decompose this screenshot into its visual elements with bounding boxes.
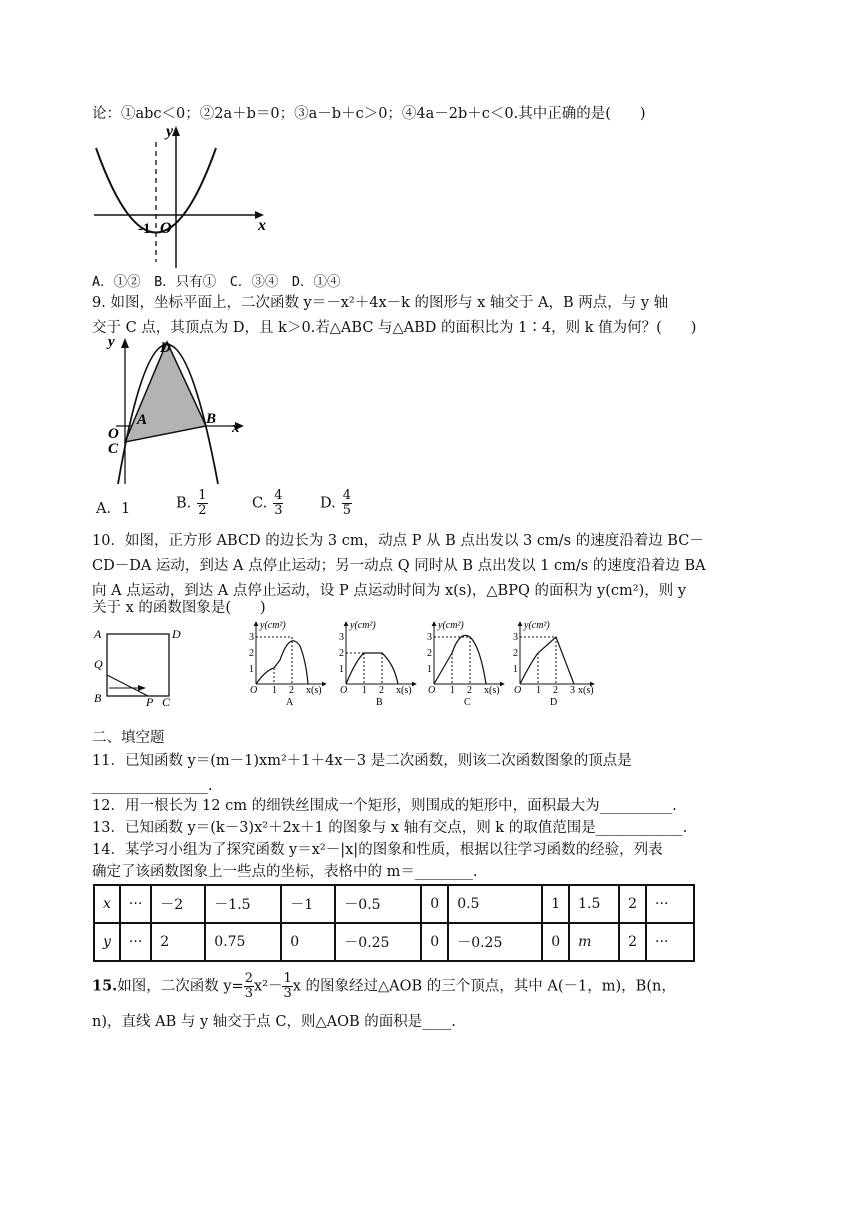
svg-text:2: 2: [289, 685, 294, 696]
q14-table: [93, 884, 695, 962]
table-row: x ··· －2 －1.5 －1 －0.5 0 0.5 1 1.5 2 ···: [94, 885, 694, 923]
q8-x-label: x: [258, 217, 266, 234]
svg-text:2: 2: [513, 648, 518, 659]
q9-C-label: C: [108, 441, 119, 457]
q10-line1: 10．如图，正方形 ABCD 的边长为 3 cm，动点 P 从 B 点出发以 3 cm/s 的速度沿着边 BC－: [92, 533, 704, 549]
q9-B-label: B: [206, 411, 217, 427]
svg-text:3: 3: [249, 632, 254, 643]
gB-xlabel: x(s): [396, 685, 412, 696]
q11-line2: ________________.: [92, 778, 213, 794]
svg-text:3: 3: [339, 632, 344, 643]
table-row: y ··· 2 0.75 0 －0.25 0 －0.25 0 m 2 ···: [94, 923, 694, 961]
q15-line1: 15.如图，二次函数 y= $\frac{2}{3}$ x²－ $\frac{1}{3}$ x 的图象经过△AOB 的三个顶点，其中 A(－1，m)，B(n，: [92, 971, 676, 1001]
q9-graph: [96, 330, 256, 488]
q8-options: A．①② B．只有① C．③④ D．①④: [92, 274, 341, 290]
sq-Q: Q: [94, 657, 103, 671]
sq-A: A: [94, 627, 102, 641]
q9-option-c: C. $\frac{4}{3}$: [252, 488, 283, 518]
q10-answer-graphs: [242, 616, 602, 710]
graph-C: [427, 620, 504, 708]
q8-stem: 论：①abc＜0；②2a＋b＝0；③a－b＋c＞0；④4a－2b＋c＜0.其中正确的是( ): [92, 106, 646, 122]
sq-D: D: [172, 627, 181, 641]
svg-text:2: 2: [427, 648, 432, 659]
sq-C: C: [162, 695, 171, 709]
q9-D-label: D: [160, 340, 171, 356]
q13: 13．已知函数 y＝(k－3)x²＋2x＋1 的图象与 x 轴有交点，则 k 的取值范围是____________.: [92, 820, 688, 836]
svg-text:O: O: [514, 685, 522, 696]
q9-line1: 9. 如图，坐标平面上，二次函数 y＝－x²＋4x－k 的图形与 x 轴交于 A，B 两点，与 y 轴: [92, 295, 669, 311]
svg-text:1: 1: [339, 664, 344, 675]
q10-square-figure: [90, 620, 190, 712]
sq-B: B: [94, 691, 102, 705]
svg-text:1: 1: [450, 685, 455, 696]
gC-caption: C: [464, 697, 471, 708]
q14-line2: 确定了该函数图象上一些点的坐标，表格中的 m＝________.: [92, 864, 478, 880]
svg-text:1: 1: [427, 664, 432, 675]
gA-caption: A: [286, 697, 294, 708]
q8-parabola-graph: [88, 122, 274, 272]
svg-text:1: 1: [249, 664, 254, 675]
svg-text:2: 2: [379, 685, 384, 696]
graph-D: [513, 620, 594, 708]
gC-xlabel: x(s): [484, 685, 500, 696]
svg-text:3: 3: [570, 685, 575, 696]
svg-text:O: O: [340, 685, 348, 696]
sq-P: P: [146, 695, 154, 709]
svg-text:2: 2: [249, 648, 254, 659]
gC-ylabel: y(cm²): [438, 620, 464, 631]
q15-line2: n)，直线 AB 与 y 轴交于点 C，则△AOB 的面积是____.: [92, 1014, 456, 1030]
svg-text:1: 1: [513, 664, 518, 675]
graph-A: [249, 620, 326, 708]
gD-ylabel: y(cm²): [524, 620, 550, 631]
q9-y-label: y: [108, 334, 115, 350]
q9-line2: 交于 C 点，其顶点为 D，且 k＞0.若△ABC 与△ABD 的面积比为 1∶4，则 k 值为何？( ): [92, 320, 697, 336]
gB-ylabel: y(cm²): [350, 620, 376, 631]
q9-option-b: B. $\frac{1}{2}$: [176, 488, 207, 518]
q10-line2: CD－DA 运动，到达 A 点停止运动；另一动点 Q 同时从 B 点出发以 1 cm/s 的速度沿着边 BA: [92, 558, 706, 574]
svg-text:1: 1: [362, 685, 367, 696]
svg-text:2: 2: [553, 685, 558, 696]
svg-text:3: 3: [513, 632, 518, 643]
q9-option-a: A．1: [96, 501, 131, 517]
q10-line3: 向 A 点运动，到达 A 点停止运动，设 P 点运动时间为 x(s)，△BPQ 的面积为 y(cm²)，则 y: [92, 583, 687, 599]
q14-line1: 14．某学习小组为了探究函数 y＝x²－|x|的图象和性质，根据以往学习函数的经验，列表: [92, 842, 663, 858]
svg-text:O: O: [250, 685, 258, 696]
q9-x-label: x: [232, 420, 240, 436]
q9-option-d: D. $\frac{4}{5}$: [320, 488, 351, 518]
svg-text:1: 1: [272, 685, 277, 696]
svg-text:3: 3: [427, 632, 432, 643]
q12: 12．用一根长为 12 cm 的细铁丝围成一个矩形，则围成的矩形中，面积最大为__________.: [92, 798, 677, 814]
q8-neg1-label: -1: [138, 221, 151, 237]
svg-text:2: 2: [339, 648, 344, 659]
section-heading: 二、填空题: [92, 730, 165, 746]
gA-xlabel: x(s): [306, 685, 322, 696]
gD-xlabel: x(s): [578, 685, 594, 696]
gB-caption: B: [376, 697, 383, 708]
graph-B: [339, 620, 416, 708]
svg-text:1: 1: [536, 685, 541, 696]
q9-O-label: O: [108, 426, 119, 442]
q8-origin-label: O: [160, 220, 172, 237]
q8-y-label: y: [166, 123, 174, 140]
gA-ylabel: y(cm²): [260, 620, 286, 631]
q10-line4: 关于 x 的函数图象是( ): [92, 600, 266, 616]
q11-line1: 11．已知函数 y＝(m－1)xm²＋1＋4x－3 是二次函数，则该二次函数图象的顶点是: [92, 753, 632, 769]
svg-text:2: 2: [467, 685, 472, 696]
gD-caption: D: [550, 697, 558, 708]
q9-A-label: A: [137, 412, 148, 428]
svg-text:O: O: [428, 685, 436, 696]
